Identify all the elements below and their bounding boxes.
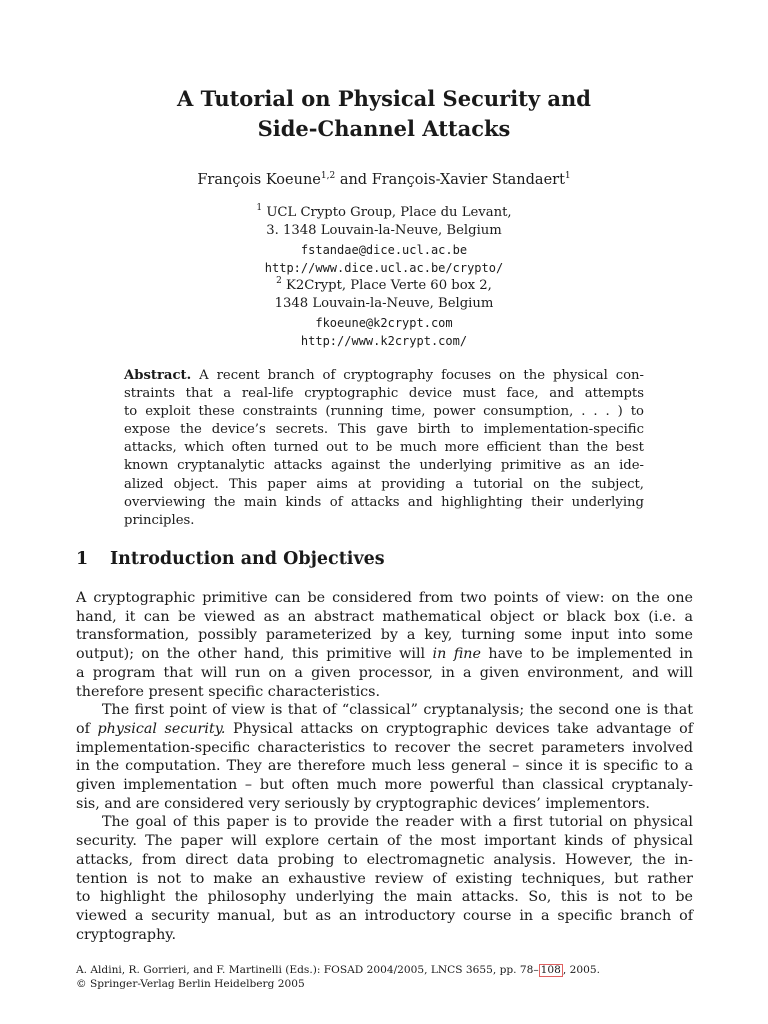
paragraph-2-line: [76, 720, 693, 739]
paragraph-3-line: attacks, from direct data probing to electromagnetic analysis. However, the in-: [76, 851, 693, 868]
paragraph-1-text: output); on the other hand, this primitive will: [76, 646, 433, 663]
section-body: [76, 589, 693, 944]
citation-text: A. Aldini, R. Gorrieri, and F. Martinelli (Eds.): FOSAD 2004/2005, LNCS 3655, pp. 78–: [76, 964, 539, 976]
author-1-affil-mark: 1,2: [320, 171, 336, 181]
paper-title: [0, 84, 768, 144]
affil-1-line-1: UCL Crypto Group, Place du Levant,: [266, 205, 512, 220]
affil-1-mark: 1: [256, 203, 263, 213]
paragraph-1-line: therefore present specific characteristics.: [76, 683, 381, 700]
abstract-line: to exploit these constraints (running time, power consumption, . . . ) to: [124, 404, 644, 420]
paragraph-1-line: [76, 645, 693, 664]
page-range-link[interactable]: 108: [540, 964, 561, 976]
paragraph-2-line: given implementation – but often much more powerful than classical cryptanaly-: [76, 777, 693, 794]
title-line-2: Side-Channel Attacks: [257, 116, 511, 141]
paragraph-2-text: of: [76, 720, 98, 737]
affil-2-mark: 2: [276, 276, 282, 287]
title-line-1: A Tutorial on Physical Security and: [177, 86, 591, 111]
paragraph-2-line: in the computation. They are therefore much less general – since it is specific to a: [76, 758, 693, 775]
abstract-line: overviewing the main kinds of attacks and highlighting their underlying: [124, 494, 644, 510]
abstract-line: expose the device’s secrets. This gave birth to implementation-specific: [124, 422, 644, 438]
section-number: 1: [76, 549, 89, 569]
abstract-line: attacks, which often turned out to be much more efficient than the best: [124, 440, 644, 456]
paragraph-3-line: cryptography.: [76, 926, 177, 943]
paragraph-3-line: The goal of this paper is to provide the reader with a first tutorial on physical: [102, 814, 693, 831]
abstract: [124, 367, 644, 530]
citation-line: [76, 963, 600, 977]
affil-1-line-2: 3. 1348 Louvain-la-Neuve, Belgium: [266, 223, 502, 239]
section-heading: [76, 549, 385, 569]
author-conjunction: and: [339, 172, 368, 188]
affiliations: [0, 204, 768, 350]
author-2: François-Xavier Standaert: [371, 172, 565, 188]
paragraph-1-text: have to be implemented in: [480, 646, 694, 663]
paragraph-2-text: Physical attacks on cryptographic devices take advantage of: [225, 720, 694, 737]
paragraph-1-line: hand, it can be viewed as an abstract mathematical object or black box (i.e. a: [76, 608, 693, 625]
paragraph-1-line: A cryptographic primitive can be considered from two points of view: on the one: [76, 590, 693, 606]
citation-text-end: , 2005.: [562, 964, 600, 976]
affil-1-url: http://www.dice.ucl.ac.be/crypto/: [264, 260, 504, 275]
paragraph-3-line: viewed a security manual, but as an introductory course in a specific branch of: [76, 907, 693, 924]
affil-2-line-1: K2Crypt, Place Verte 60 box 2,: [286, 278, 492, 294]
copyright-line: © Springer-Verlag Berlin Heidelberg 2005: [76, 978, 305, 990]
affil-2-url: http://www.k2crypt.com/: [300, 334, 468, 349]
paragraph-2-line: The first point of view is that of “classical” cryptanalysis; the second one is that: [102, 702, 693, 719]
paragraph-3-line: tention is not to make an exhaustive review of existing techniques, but rather: [76, 870, 693, 887]
paragraph-3-line: to highlight the philosophy underlying the main attacks. So, this is not to be: [76, 889, 693, 906]
section-title: Introduction and Objectives: [110, 549, 385, 569]
affil-2-line-2: 1348 Louvain-la-Neuve, Belgium: [274, 296, 494, 312]
emphasis-in-fine: in fine: [432, 646, 481, 663]
author-list: [0, 172, 768, 188]
affil-1-email: fstandae@dice.ucl.ac.be: [300, 242, 468, 257]
paragraph-1-line: transformation, possibly parameterized by a key, turning some input into some: [76, 627, 693, 644]
abstract-line: principles.: [124, 512, 195, 528]
abstract-label: Abstract.: [124, 368, 192, 383]
paragraph-2-line: implementation-specific characteristics to recover the secret parameters involved: [76, 739, 693, 756]
abstract-line: alized object. This paper aims at providing a tutorial on the subject,: [124, 476, 644, 492]
paragraph-2-line: sis, and are considered very seriously by cryptographic devices’ implementors.: [76, 795, 650, 812]
emphasis-physical-security: physical security.: [97, 720, 226, 737]
paragraph-1-line: a program that will run on a given processor, in a given environment, and will: [76, 664, 693, 681]
abstract-line-1: A recent branch of cryptography focuses on the physical con-: [199, 368, 644, 383]
author-2-affil-mark: 1: [564, 171, 571, 181]
page-footer: [76, 963, 600, 991]
abstract-line: straints that a real-life cryptographic device must face, and attempts: [124, 386, 644, 402]
abstract-line: known cryptanalytic attacks against the underlying primitive as an ide-: [124, 458, 644, 474]
author-1: François Koeune: [197, 172, 321, 188]
affil-2-email: fkoeune@k2crypt.com: [315, 315, 453, 330]
paragraph-3-line: security. The paper will explore certain of the most important kinds of physical: [76, 833, 693, 850]
